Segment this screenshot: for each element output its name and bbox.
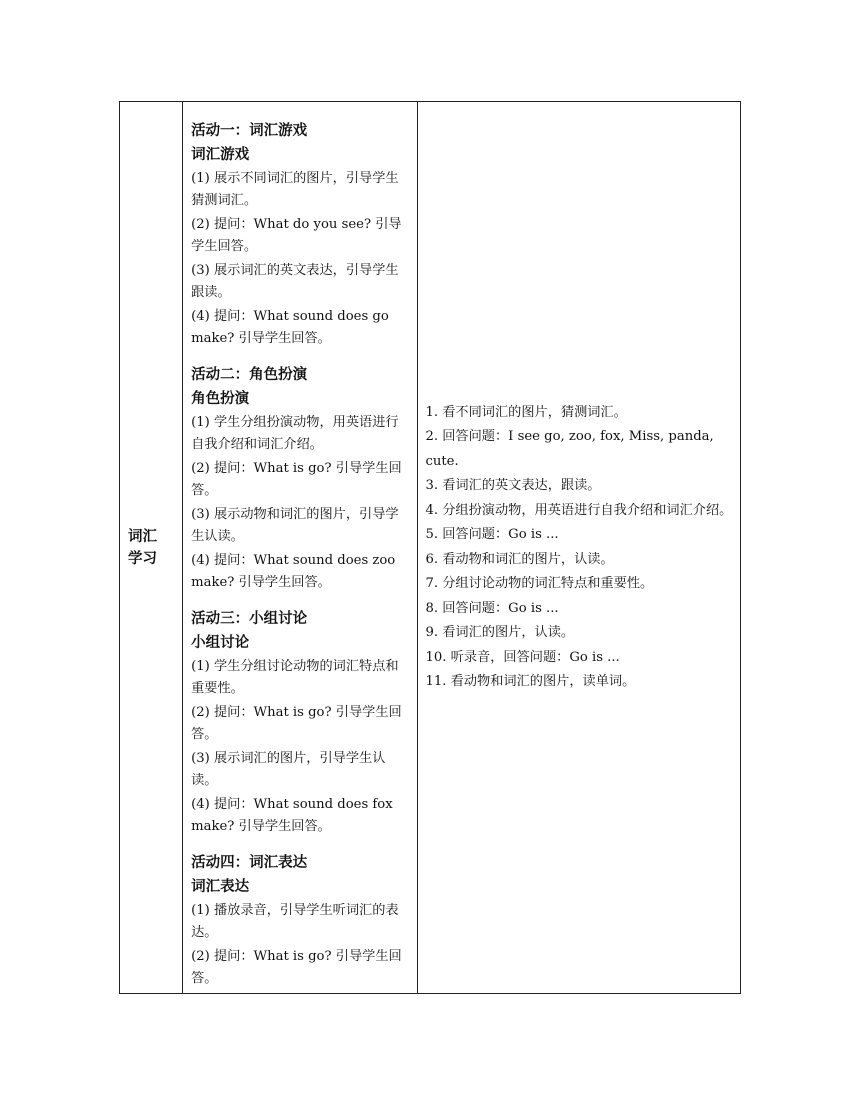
activity-step: (4) 提问：What sound does fox make? 引导学生回答。 (191, 796, 393, 834)
activity-step: (2) 提问：What is go? 引导学生回答。 (191, 948, 402, 986)
activity-title: 活动四：词汇表达 (191, 854, 308, 871)
activity-block (191, 607, 411, 839)
activity-block (191, 851, 411, 991)
section-label-cell (120, 102, 183, 994)
teacher-activities-cell (183, 102, 418, 994)
activity-step: (3) 展示词汇的图片，引导学生认读。 (191, 750, 386, 788)
activity-step: (4) 提问：What sound does zoo make? 引导学生回答。 (191, 552, 396, 590)
activity-step: (1) 播放录音，引导学生听词汇的表达。 (191, 902, 399, 940)
section-label-line: 词汇 (128, 528, 157, 545)
activity-step: (1) 学生分组扮演动物，用英语进行自我介绍和词汇介绍。 (191, 414, 399, 452)
activity-step: (1) 学生分组讨论动物的词汇特点和重要性。 (191, 658, 399, 696)
student-activity-item: 10. 听录音，回答问题：Go is ... (425, 649, 620, 665)
activity-list (191, 119, 411, 991)
student-activities-cell (418, 102, 741, 994)
activity-step: (3) 展示动物和词汇的图片，引导学生认读。 (191, 506, 399, 544)
section-label (120, 526, 182, 570)
student-activity-item: 6. 看动物和词汇的图片，认读。 (425, 551, 614, 567)
activity-title: 活动三：小组讨论 (191, 610, 308, 627)
student-activity-item: 7. 分组讨论动物的词汇特点和重要性。 (425, 576, 654, 591)
activity-step: (3) 展示词汇的英文表达，引导学生跟读。 (191, 262, 399, 300)
student-activity-item: 2. 回答问题：I see go, zoo, fox, Miss, panda, cute. (425, 429, 714, 469)
student-activity-item: 4. 分组扮演动物，用英语进行自我介绍和词汇介绍。 (425, 502, 733, 518)
vocabulary-learning-row (120, 102, 741, 994)
student-activity-item: 9. 看词汇的图片，认读。 (425, 625, 575, 640)
student-activity-item: 3. 看词汇的英文表达，跟读。 (425, 478, 601, 493)
student-activity-item: 8. 回答问题：Go is ... (425, 600, 559, 616)
activity-step: (2) 提问：What is go? 引导学生回答。 (191, 704, 402, 742)
activity-block (191, 119, 411, 351)
student-activity-item: 11. 看动物和词汇的图片，读单词。 (425, 674, 636, 689)
activity-step: (1) 展示不同词汇的图片，引导学生猜测词汇。 (191, 170, 399, 208)
activity-subtitle: 词汇表达 (191, 878, 250, 895)
activity-subtitle: 角色扮演 (191, 390, 250, 407)
student-activity-item: 1. 看不同词汇的图片，猜测词汇。 (425, 404, 627, 420)
activity-step: (2) 提问：What do you see? 引导学生回答。 (191, 216, 402, 254)
activity-step: (2) 提问：What is go? 引导学生回答。 (191, 460, 402, 498)
activity-step: (4) 提问：What sound does go make? 引导学生回答。 (191, 308, 389, 346)
activity-subtitle: 词汇游戏 (191, 146, 250, 163)
student-activity-list (425, 401, 736, 695)
student-activity-item: 5. 回答问题：Go is ... (425, 527, 559, 542)
section-label-line: 学习 (128, 550, 157, 567)
activity-block (191, 363, 411, 595)
activity-title: 活动二：角色扮演 (191, 366, 308, 383)
activity-title: 活动一：词汇游戏 (191, 122, 308, 139)
lesson-plan-table (119, 101, 741, 994)
activity-subtitle: 小组讨论 (191, 634, 250, 651)
